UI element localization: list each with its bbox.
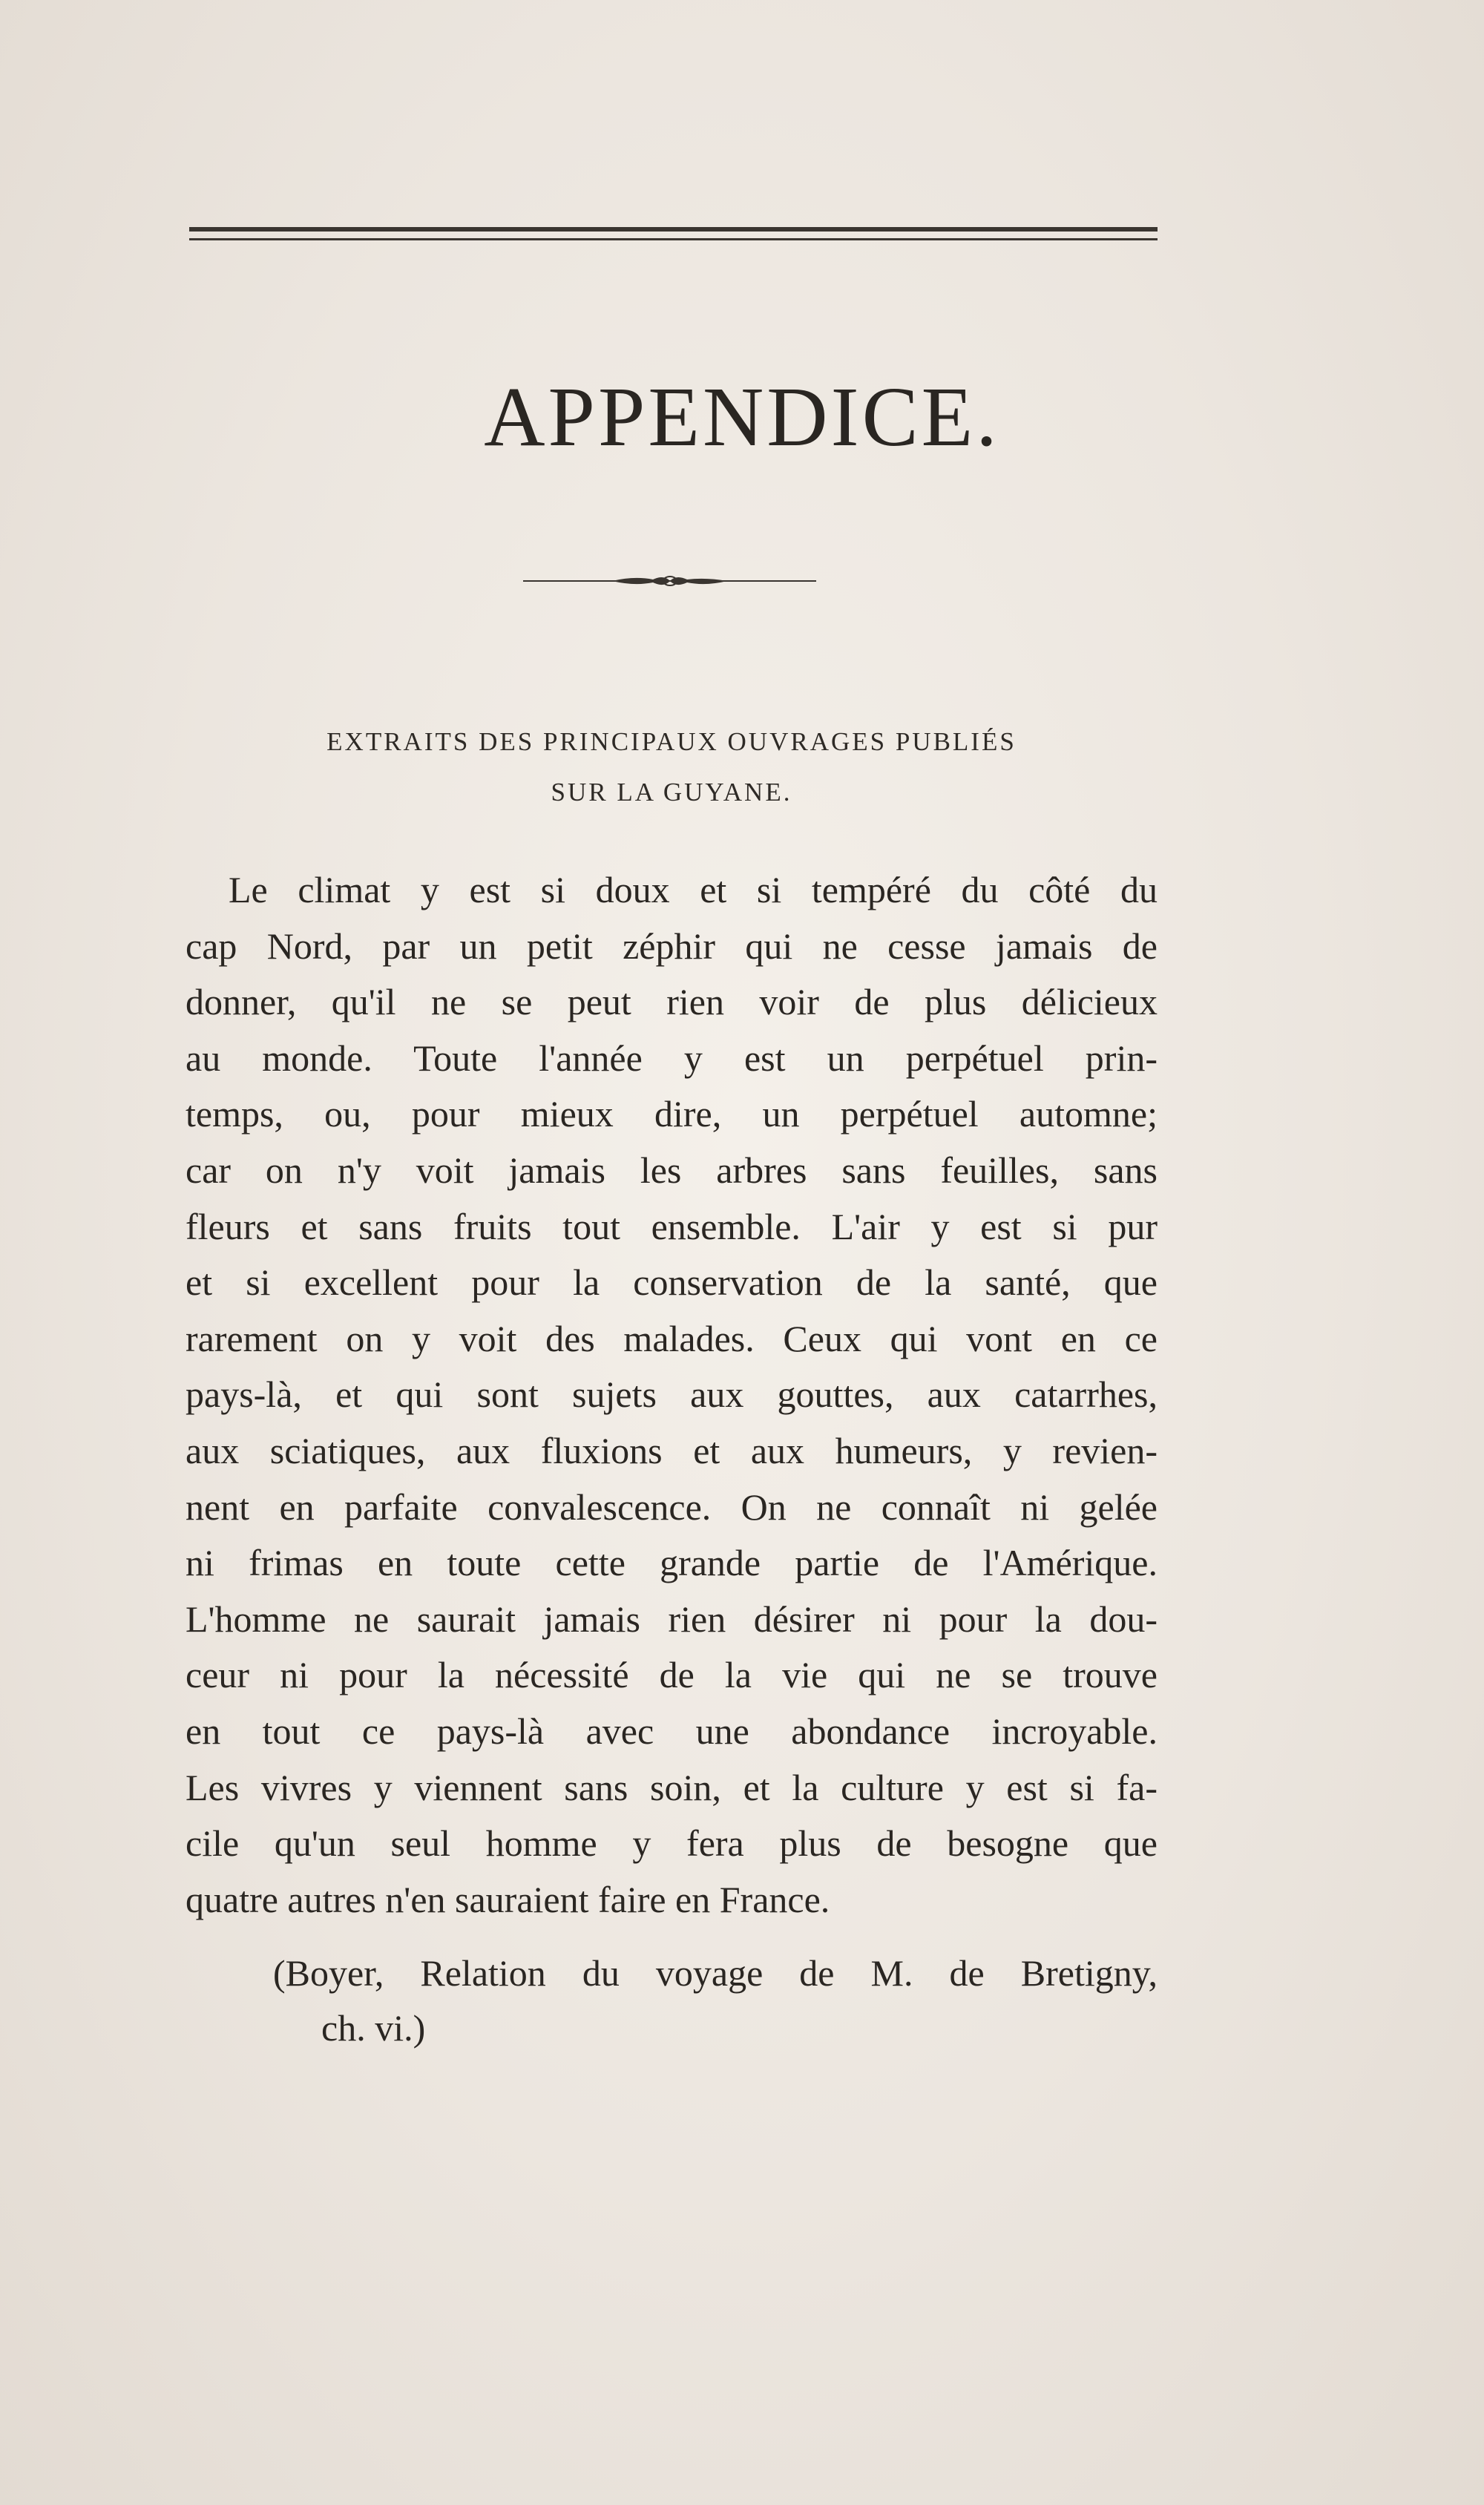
text-line: Les vivres y viennent sans soin, et la culture y est si fa-: [186, 1766, 1158, 1808]
text-line: ni frimas en toute cette grande partie de l'Amérique.: [186, 1542, 1158, 1584]
subheading-line-1: EXTRAITS DES PRINCIPAUX OUVRAGES PUBLIÉS: [326, 727, 1017, 756]
text-line: et si excellent pour la conservation de la santé, que: [186, 1261, 1158, 1304]
text-line: ceur ni pour la nécessité de la vie qui ne se trouve: [186, 1654, 1158, 1696]
page-title: APPENDICE.: [484, 370, 1000, 464]
rule-thin: [189, 238, 1158, 240]
text-line: quatre autres n'en sauraient faire en France.: [186, 1878, 830, 1920]
text-line: Le climat y est si doux et si tempéré du côté du: [229, 869, 1158, 910]
text-line: pays-là, et qui sont sujets aux gouttes, aux catarrhes,: [186, 1373, 1158, 1416]
text-line: aux sciatiques, aux fluxions et aux humeurs, y revien-: [186, 1429, 1158, 1471]
ornament-divider: [523, 570, 816, 592]
text-line: rarement on y voit des malades. Ceux qui vont en ce: [186, 1317, 1158, 1359]
text-line: car on n'y voit jamais les arbres sans feuilles, sans: [186, 1149, 1158, 1191]
top-double-rule: [189, 227, 1158, 240]
text-line: nent en parfaite convalescence. On ne connaît ni gelée: [186, 1485, 1158, 1528]
text-line: au monde. Toute l'année y est un perpétuel prin-: [186, 1037, 1158, 1079]
citation-line-2: ch. vi.): [321, 2007, 426, 2049]
text-line: L'homme ne saurait jamais rien désirer ni pour la dou-: [186, 1598, 1158, 1640]
citation: [273, 1946, 1158, 2055]
text-line: cile qu'un seul homme y fera plus de besogne que: [186, 1822, 1158, 1865]
text-line: donner, qu'il ne se peut rien voir de plus délicieux: [186, 981, 1158, 1023]
text-line: temps, ou, pour mieux dire, un perpétuel automne;: [186, 1093, 1158, 1135]
body-paragraph: [186, 862, 1158, 1928]
text-line: fleurs et sans fruits tout ensemble. L'air y est si pur: [186, 1205, 1158, 1247]
rule-thick: [189, 227, 1158, 232]
subheading-line-2: SUR LA GUYANE.: [551, 778, 792, 807]
citation-line-1: (Boyer, Relation du voyage de M. de Bretigny,: [273, 1952, 1158, 1994]
text-line: en tout ce pays-là avec une abondance incroyable.: [186, 1710, 1158, 1752]
text-line: cap Nord, par un petit zéphir qui ne cesse jamais de: [186, 925, 1158, 967]
